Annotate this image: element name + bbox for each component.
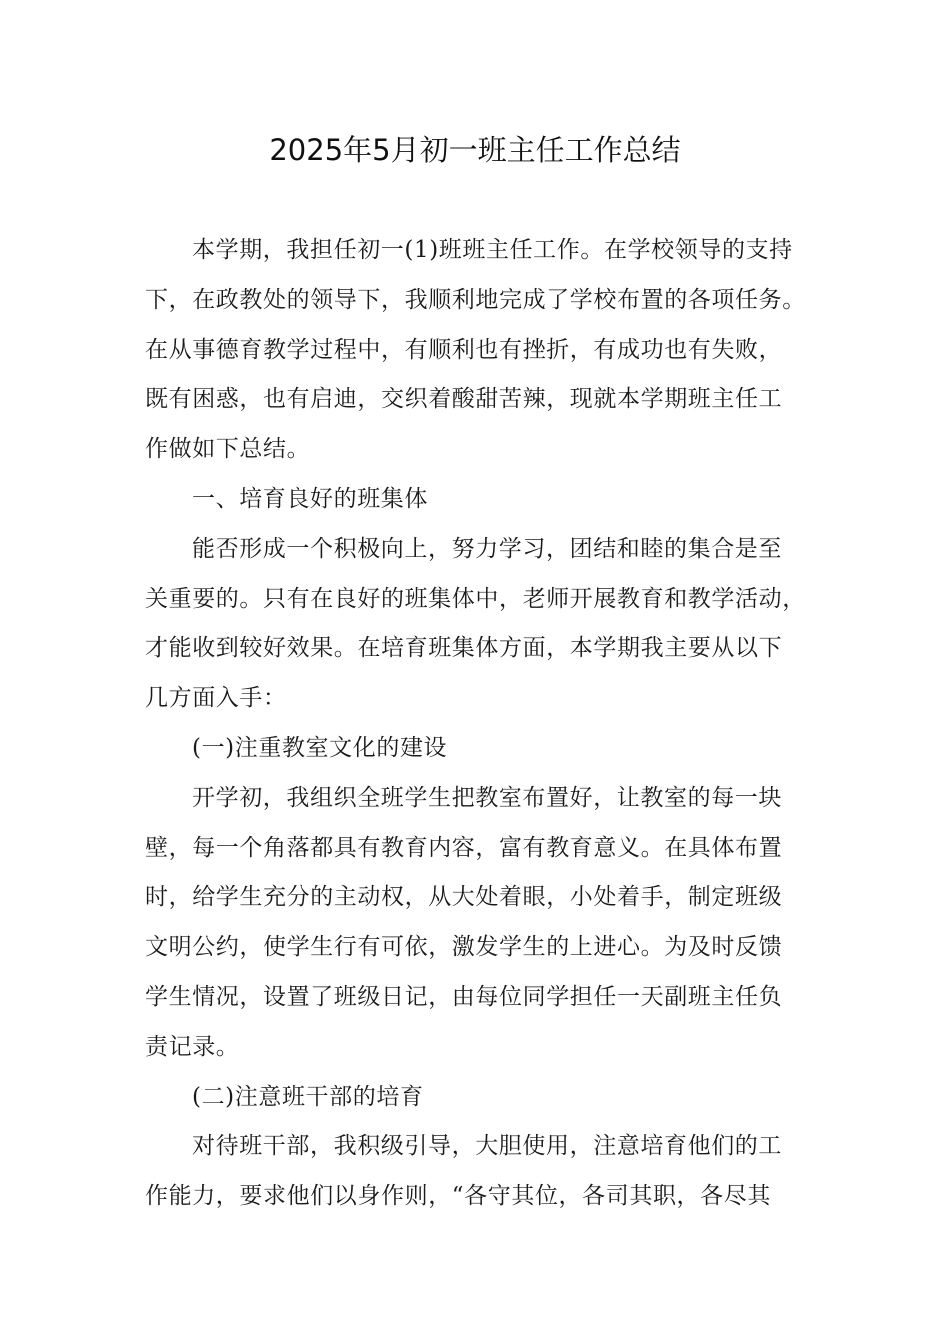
body-text-line: 作能力，要求他们以身作则，“各守其位，各司其职，各尽其 [145,1183,771,1210]
body-text-line: 文明公约，使学生行有可依，激发学生的上进心。为及时反馈 [145,934,783,961]
body-text-line: 在从事德育教学过程中，有顺利也有挫折，有成功也有失败， [145,336,783,363]
body-text-line: 一、培育良好的班集体 [192,485,428,512]
body-text-line: 开学初，我组织全班学生把教室布置好，让教室的每一块 [192,784,782,811]
body-text-line: (一)注重教室文化的建设 [192,734,448,761]
body-text-line: 下，在政教处的领导下，我顺利地完成了学校布置的各项任务。 [145,286,806,313]
document-body [145,226,807,1222]
body-text-line: 作做如下总结。 [145,436,311,463]
body-text-line: 既有困惑，也有启迪，交织着酸甜苦辣，现就本学期班主任工 [145,386,783,413]
body-text-line: 壁，每一个角落都具有教育内容，富有教育意义。在具体布置 [145,834,783,861]
body-text-line: 对待班干部，我积级引导，大胆使用，注意培育他们的工 [192,1133,782,1160]
body-text-line: 能否形成一个积极向上，努力学习，团结和睦的集合是至 [192,535,782,562]
body-text-line: 几方面入手： [145,685,287,712]
document-title: 2025年5月初一班主任工作总结 [269,133,681,167]
body-text-line: 学生情况，设置了班级日记，由每位同学担任一天副班主任负 [145,983,783,1010]
body-text-line: (二)注意班干部的培育 [192,1083,424,1110]
body-text-line: 本学期，我担任初一(1)班班主任工作。在学校领导的支持 [192,237,793,263]
body-text-line: 关重要的。只有在良好的班集体中，老师开展教育和教学活动， [145,585,806,612]
body-text-line: 时，给学生充分的主动权，从大处着眼，小处着手，制定班级 [145,884,783,911]
body-text-line: 才能收到较好效果。在培育班集体方面，本学期我主要从以下 [145,635,783,662]
body-text-line: 责记录。 [145,1033,240,1060]
